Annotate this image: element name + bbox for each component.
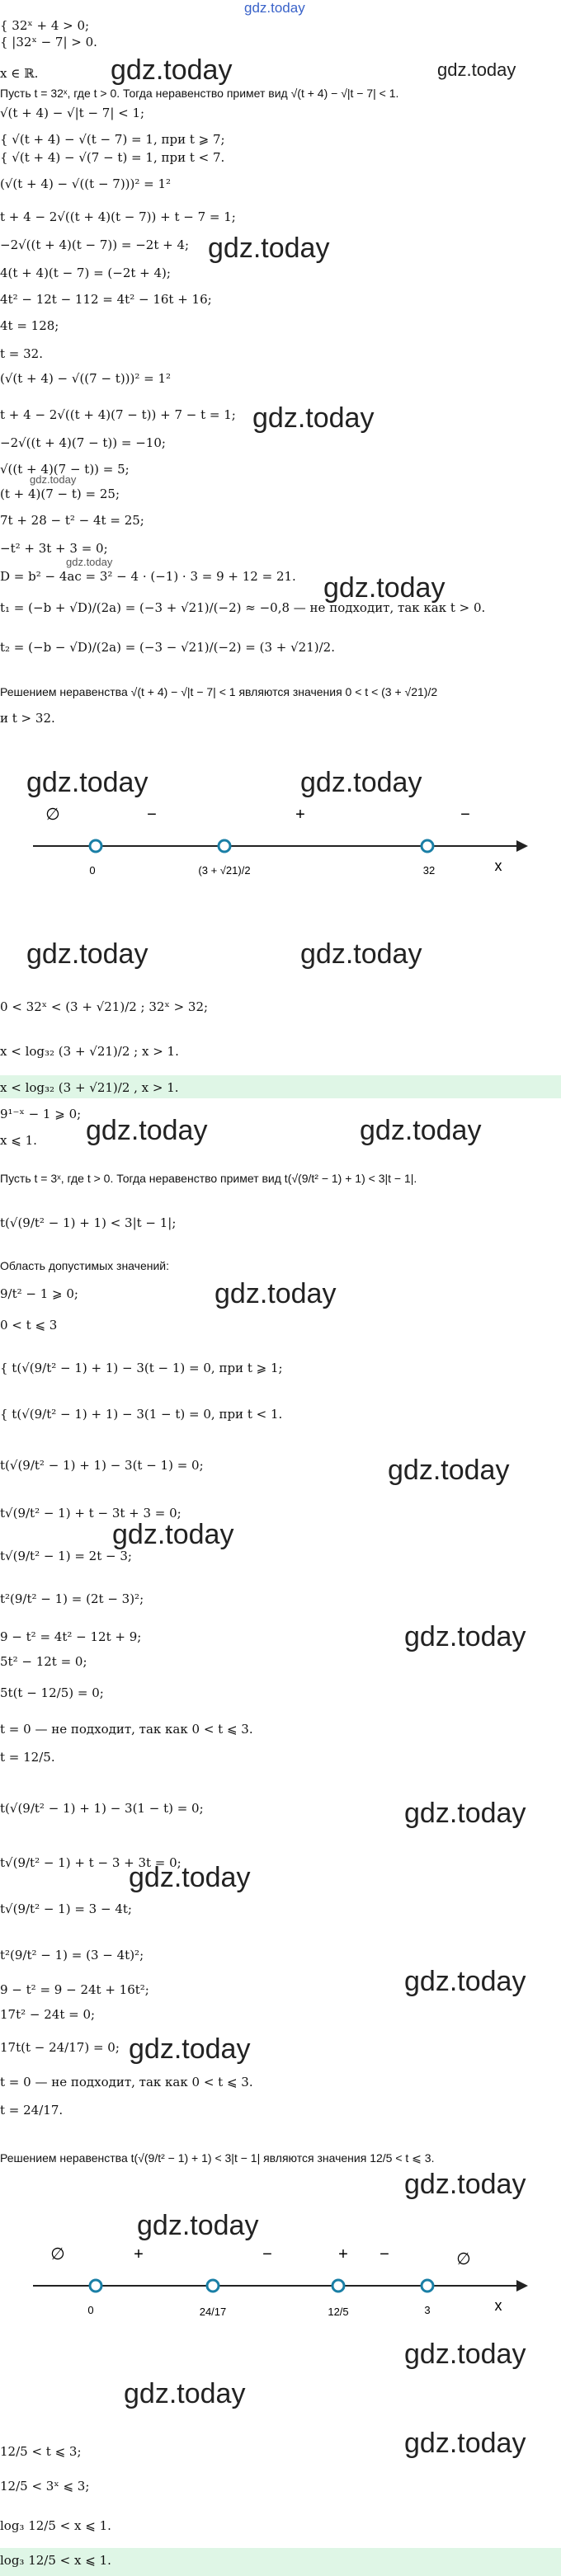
watermark: gdz.today [252,402,375,434]
tick-label: 24/17 [199,2306,227,2318]
substitution-text: Пусть t = 32ˣ, где t > 0. Тогда неравенство примет вид √(t + 4) − √|t − 7| < 1. [0,87,399,100]
sign-label: + [134,2245,144,2263]
math-line: t = 24/17. [0,2103,64,2118]
watermark: gdz.today [404,2428,526,2459]
answer-line-1: x < log₃₂ (3 + √21)/2 , x > 1. [0,1080,179,1095]
watermark: gdz.today [404,1798,526,1829]
math-line: t√(9/t² − 1) + t − 3 + 3t = 0; [0,1855,182,1870]
math-line: t + 4 − 2√((t + 4)(t − 7)) + t − 7 = 1; [0,209,236,224]
math-line: 5t(t − 12/5) = 0; [0,1685,104,1700]
math-line: t√(9/t² − 1) = 2t − 3; [0,1549,132,1563]
sign-label: − [380,2245,389,2263]
math-line: 12/5 < t ⩽ 3; [0,2444,82,2459]
math-line: t(√(9/t² − 1) + 1) − 3(1 − t) = 0; [0,1801,204,1816]
point-32 [422,840,433,852]
math-line: 9/t² − 1 ⩾ 0; [0,1286,78,1301]
watermark: gdz.today [388,1455,510,1486]
solution-text: Решением неравенства √(t + 4) − √|t − 7| < 1 являются значения 0 < t < (3 + √21)/2 [0,685,438,698]
math-line: x ⩽ 1. [0,1133,37,1148]
watermark: gdz.today [26,938,148,970]
tick-label: 3 [424,2304,431,2316]
watermark: gdz.today [30,473,77,486]
solution-text-2: Решением неравенства t(√(9/t² − 1) + 1) < 3|t − 1| являются значения 12/5 < t ⩽ 3. [0,2151,435,2165]
math-line: 17t² − 24t = 0; [0,2007,96,2022]
watermark: gdz.today [214,1278,337,1309]
system-line-1: { 32ˣ + 4 > 0; [0,18,90,33]
math-line: x < log₃₂ (3 + √21)/2 ; x > 1. [0,1044,179,1059]
math-line: (√(t + 4) − √((7 − t)))² = 1² [0,371,172,386]
math-line: (t + 4)(7 − t) = 25; [0,487,120,501]
tick-label: 12/5 [328,2306,349,2318]
watermark: gdz.today [86,1115,208,1146]
point-3 [422,2280,433,2292]
math-line: t₁ = (−b + √D)/(2a) = (−3 + √21)/(−2) ≈ −0,8 — не подходит, так как t > 0. [0,600,486,615]
math-line: { t(√(9/t² − 1) + 1) − 3(t − 1) = 0, при t ⩾ 1; [0,1361,283,1375]
math-line: t√(9/t² − 1) + t − 3t + 3 = 0; [0,1506,182,1521]
tick-label: 32 [422,864,436,877]
watermark: gdz.today [404,2169,526,2200]
point-0 [90,2280,101,2292]
math-line: 9 − t² = 9 − 24t + 16t²; [0,1982,149,1997]
math-line: 4t = 128; [0,318,59,333]
math-line: 9¹⁻ˣ − 1 ⩾ 0; [0,1107,82,1121]
axis-label: x [494,858,502,874]
axis-arrow-icon [516,840,528,852]
math-line: 12/5 < 3ˣ ⩽ 3; [0,2479,90,2494]
axis-label: x [494,2297,502,2314]
final-answer: log₃ 12/5 < x ⩽ 1. [0,2553,111,2568]
math-line: t₂ = (−b − √D)/(2a) = (−3 − √21)/(−2) = (3 + √21)/2. [0,640,335,655]
math-line: √((t + 4)(7 − t)) = 5; [0,462,130,477]
watermark: gdz.today [26,767,148,798]
math-line: t²(9/t² − 1) = (3 − 4t)²; [0,1948,144,1963]
math-line: t = 0 — не подходит, так как 0 < t ⩽ 3. [0,1722,253,1737]
sign-label: − [147,806,157,824]
math-line: { √(t + 4) − √(t − 7) = 1, при t ⩾ 7; [0,132,225,147]
math-line: log₃ 12/5 < x ⩽ 1. [0,2518,111,2533]
math-line: t√(9/t² − 1) = 3 − 4t; [0,1901,132,1916]
math-line: (√(t + 4) − √((t − 7)))² = 1² [0,176,172,191]
math-line: 5t² − 12t = 0; [0,1654,87,1669]
number-line-2 [0,2240,561,2339]
point-12-5 [332,2280,344,2292]
math-line: 4t² − 12t − 112 = 4t² − 16t + 16; [0,292,212,307]
math-line: 0 < 32ˣ < (3 + √21)/2 ; 32ˣ > 32; [0,999,209,1014]
watermark: gdz.today [129,1862,251,1893]
solution-text-tail: и t > 32. [0,711,55,726]
watermark: gdz.today [111,54,233,86]
math-line: t = 32. [0,346,43,361]
math-line: t + 4 − 2√((t + 4)(7 − t)) + 7 − t = 1; [0,407,236,422]
sign-label: − [262,2245,272,2263]
sign-label: + [338,2245,348,2263]
tick-label: (3 + √21)/2 [198,864,251,877]
sign-label: − [460,806,470,824]
watermark: gdz.today [66,556,113,568]
math-line: −2√((t + 4)(7 − t)) = −10; [0,435,166,450]
domain-heading: Область допустимых значений: [0,1259,169,1272]
watermark: gdz.today [300,938,422,970]
empty-set-sign: ∅ [50,2245,65,2263]
watermark: gdz.today [300,767,422,798]
math-line: t(√(9/t² − 1) + 1) − 3(t − 1) = 0; [0,1458,204,1473]
math-line: 9 − t² = 4t² − 12t + 9; [0,1629,142,1644]
tick-label: 0 [87,2304,94,2316]
watermark: gdz.today [208,233,330,264]
watermark: gdz.today [404,1966,526,1997]
math-line: D = b² − 4ac = 3² − 4 · (−1) · 3 = 9 + 12 = 21. [0,569,296,584]
math-line: t = 0 — не подходит, так как 0 < t ⩽ 3. [0,2075,253,2089]
site-header-link[interactable]: gdz.today [244,0,305,16]
math-line: 7t + 28 − t² − 4t = 25; [0,513,144,528]
watermark: gdz.today [360,1115,482,1146]
watermark: gdz.today [137,2210,259,2241]
sign-label: + [295,806,305,824]
math-line: t = 12/5. [0,1750,55,1765]
watermark: gdz.today [404,2339,526,2370]
point-0 [90,840,101,852]
math-line: 4(t + 4)(t − 7) = (−2t + 4); [0,266,171,280]
empty-set-sign: ∅ [45,806,60,824]
math-line: −t² + 3t + 3 = 0; [0,541,108,556]
math-line: t(√(9/t² − 1) + 1) < 3|t − 1|; [0,1215,177,1230]
watermark: gdz.today [129,2033,251,2065]
point-root [219,840,230,852]
math-line: −2√((t + 4)(t − 7)) = −2t + 4; [0,237,190,252]
system-line-2: { |32ˣ − 7| > 0. [0,35,97,49]
axis-arrow-icon [516,2280,528,2292]
math-line: 0 < t ⩽ 3 [0,1318,58,1333]
math-line: √(t + 4) − √|t − 7| < 1; [0,106,145,120]
math-line: t²(9/t² − 1) = (2t − 3)²; [0,1591,144,1606]
math-line: { t(√(9/t² − 1) + 1) − 3(1 − t) = 0, при t < 1. [0,1407,283,1422]
watermark: gdz.today [112,1519,234,1550]
watermark: gdz.today [323,572,446,604]
domain-line: x ∈ ℝ. [0,66,39,81]
watermark: gdz.today [124,2378,246,2409]
watermark: gdz.today [404,1621,526,1652]
empty-set-sign: ∅ [456,2250,471,2268]
number-line-1 [0,800,561,899]
math-line: 17t(t − 24/17) = 0; [0,2040,120,2055]
math-line: { √(t + 4) − √(7 − t) = 1, при t < 7. [0,150,225,165]
substitution-text-2: Пусть t = 3ˣ, где t > 0. Тогда неравенство примет вид t(√(9/t² − 1) + 1) < 3|t − 1|. [0,1172,417,1185]
point-24-17 [207,2280,219,2292]
watermark: gdz.today [437,59,516,80]
tick-label: 0 [89,864,96,877]
